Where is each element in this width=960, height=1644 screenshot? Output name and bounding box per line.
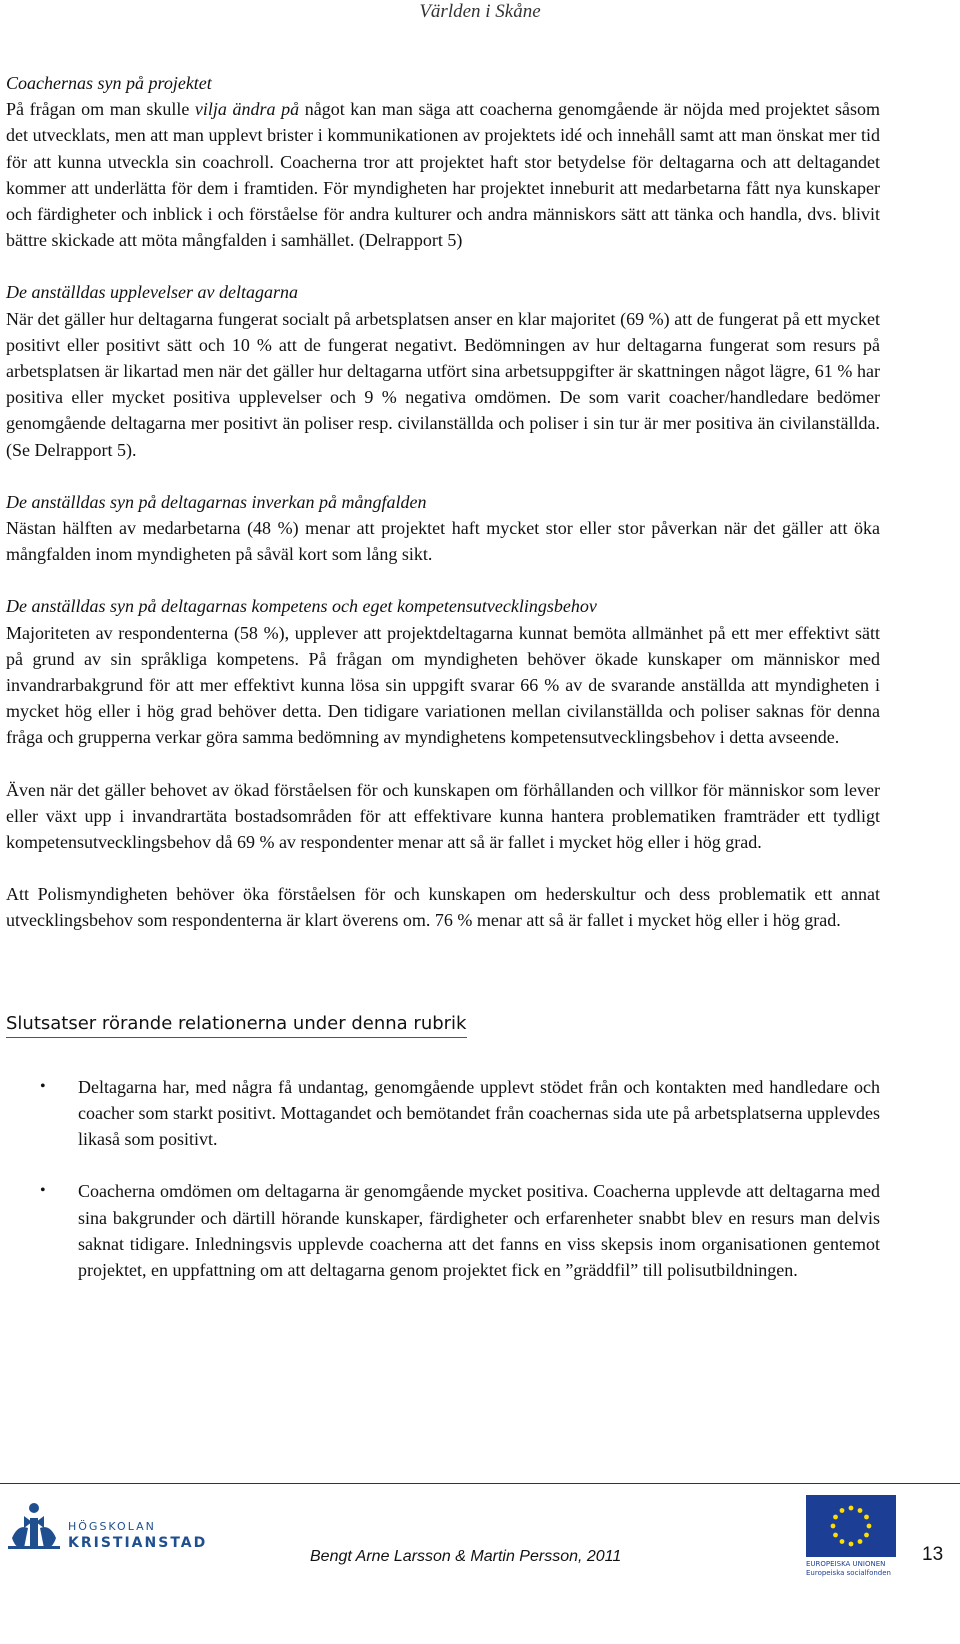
conclusions-block bbox=[6, 960, 880, 1283]
paragraph-understanding bbox=[6, 777, 880, 856]
bullet-icon: • bbox=[40, 1182, 46, 1200]
eu-caption-line-1: EUROPEISKA UNIONEN bbox=[806, 1560, 886, 1568]
section-heading: De anställdas syn på deltagarnas kompetens och eget kompetensutvecklingsbehov bbox=[6, 596, 597, 617]
section-paragraph: Nästan hälften av medarbetarna (48 %) menar att projektet haft mycket stor eller stor påverkan när det gäller att öka mångfalden inom myndigheten på såväl kort som lång sikt. bbox=[6, 518, 880, 565]
section-diversity-impact bbox=[6, 489, 880, 568]
body-paragraph: Att Polismyndigheten behöver öka förståelsen för och kunskapen om hederskultur och dess problematik ett annat utvecklingsbehov som respondenterna är klart överens om. 76 % menar att så är fallet i mycket hög eller i hög grad. bbox=[6, 884, 880, 931]
page-footer bbox=[0, 1490, 960, 1644]
page-number: 13 bbox=[922, 1544, 944, 1565]
list-item-text: Deltagarna har, med några få undantag, genomgående upplevt stödet från och kontakten med handledare och coacher som starkt positivt. Mottagandet och bemötandet från coachernas sida ute på arbetsplatserna upplevdes likaså som positivt. bbox=[78, 1076, 880, 1150]
document-body bbox=[6, 70, 880, 1309]
section-heading: De anställdas upplevelser av deltagarna bbox=[6, 282, 298, 303]
footer-divider bbox=[0, 1483, 960, 1484]
logo-line-1: HÖGSKOLAN bbox=[68, 1520, 156, 1533]
body-paragraph: Även när det gäller behovet av ökad förståelsen för och kunskapen om förhållanden och villkor för människor som lever eller växt upp i invandrartäta bostadsområden för att effektivare kunna hantera problematiken framträder ett tydligt kompetensutvecklingsbehov då 69 % av respondenter menar att så är fallet i mycket hög eller i hög grad. bbox=[6, 779, 880, 853]
section-employee-experience bbox=[6, 279, 880, 462]
emphasis-text: vilja ändra på bbox=[194, 99, 300, 120]
section-competence bbox=[6, 593, 880, 750]
paragraph-text: något kan man säga att coacherna genomgående är nöjda med projektet såsom det utvecklats, men att man upplevt brister i kommunikationen av projektets idé och innehåll samt att man önskat mer tid för att kunna utveckla sin coachroll. Coacherna tror att projektet haft stor betydelse för deltagarna och att deltagandet kommer att underlätta för dem i framtiden. För myndigheten har projektet inneburit att medarbetarna fått nya kunskaper och färdigheter och inblick i och förståelse för andra kulturer och andra människors sätt att tänka och handla, dvs. blivit bättre skickade att möta mångfalden i samhället. (Delrapport 5) bbox=[6, 99, 880, 251]
section-paragraph bbox=[6, 96, 880, 253]
paragraph-text: På frågan om man skulle bbox=[6, 99, 195, 120]
logo-line-2: KRISTIANSTAD bbox=[68, 1535, 208, 1551]
paragraph-honour-culture bbox=[6, 881, 880, 933]
page-header: Världen i Skåne bbox=[419, 1, 541, 22]
eu-caption-line-2: Europeiska socialfonden bbox=[806, 1569, 891, 1577]
conclusions-list bbox=[6, 1074, 880, 1283]
eu-caption bbox=[806, 1560, 916, 1578]
section-coach-view bbox=[6, 70, 880, 253]
section-paragraph: Majoriteten av respondenterna (58 %), upplever att projektdeltagarna kunnat bemöta allmänhet på ett mer effektivt sätt på grund av sin språkliga kompetens. På frågan om myndigheten behöver ökade kunskaper om människor med invandrarbakgrund för att mer effektivt kunna lösa sin uppgift svarar 66 % av de svarande anställda att myndigheten i mycket hög eller i hög grad behöver detta. Den tidigare variationen mellan civilanställda och poliser saknas för denna fråga och grupperna verkar göra samma bedömning av myndighetens kompetensutvecklingsbehov i detta avseende. bbox=[6, 622, 880, 748]
list-item bbox=[6, 1178, 880, 1283]
eu-flag-icon bbox=[806, 1495, 896, 1557]
list-item-text: Coacherna omdömen om deltagarna är genomgående mycket positiva. Coacherna upplevde att deltagarna med sina bakgrunder och därtill hörande kunskaper, färdigheter och erfarenheter snabbt blev en resurs man delvis saknat tidigare. Inledningsvis upplevde coacherna att det fanns en viss skepsis inom organisationen gentemot projektet, en uppfattning om att deltagarna genom projektet fick en ”gräddfil” till polisutbildningen. bbox=[78, 1181, 880, 1280]
conclusions-heading: Slutsatser rörande relationerna under denna rubrik bbox=[6, 1012, 467, 1038]
list-item bbox=[6, 1074, 880, 1153]
logo-wordmark bbox=[68, 1519, 207, 1551]
section-heading: De anställdas syn på deltagarnas inverkan på mångfalden bbox=[6, 491, 427, 512]
footer-authors: Bengt Arne Larsson & Martin Persson, 2011 bbox=[310, 1548, 622, 1565]
section-paragraph: När det gäller hur deltagarna fungerat socialt på arbetsplatsen anser en klar majoritet (69 %) att de fungerat på ett mycket positivt eller positivt sätt och 10 % att de fungerat negativt. Bedömningen av hur deltagarna fungerat som resurs på arbetsplatsen är likartad men när det gäller hur deltagarna utfört sina arbetsuppgifter är skattningen något lägre, 61 % har positiva eller mycket positiva upplevelser och 9 % negativa omdömen. De som varit coacher/handledare bedömer genomgående deltagarna mer positivt än poliser resp. civilanställda och poliser i sin tur är mer positiva än civilanställda. (Se Delrapport 5). bbox=[6, 308, 880, 460]
section-heading: Coachernas syn på projektet bbox=[6, 73, 212, 93]
bullet-icon: • bbox=[40, 1077, 46, 1095]
